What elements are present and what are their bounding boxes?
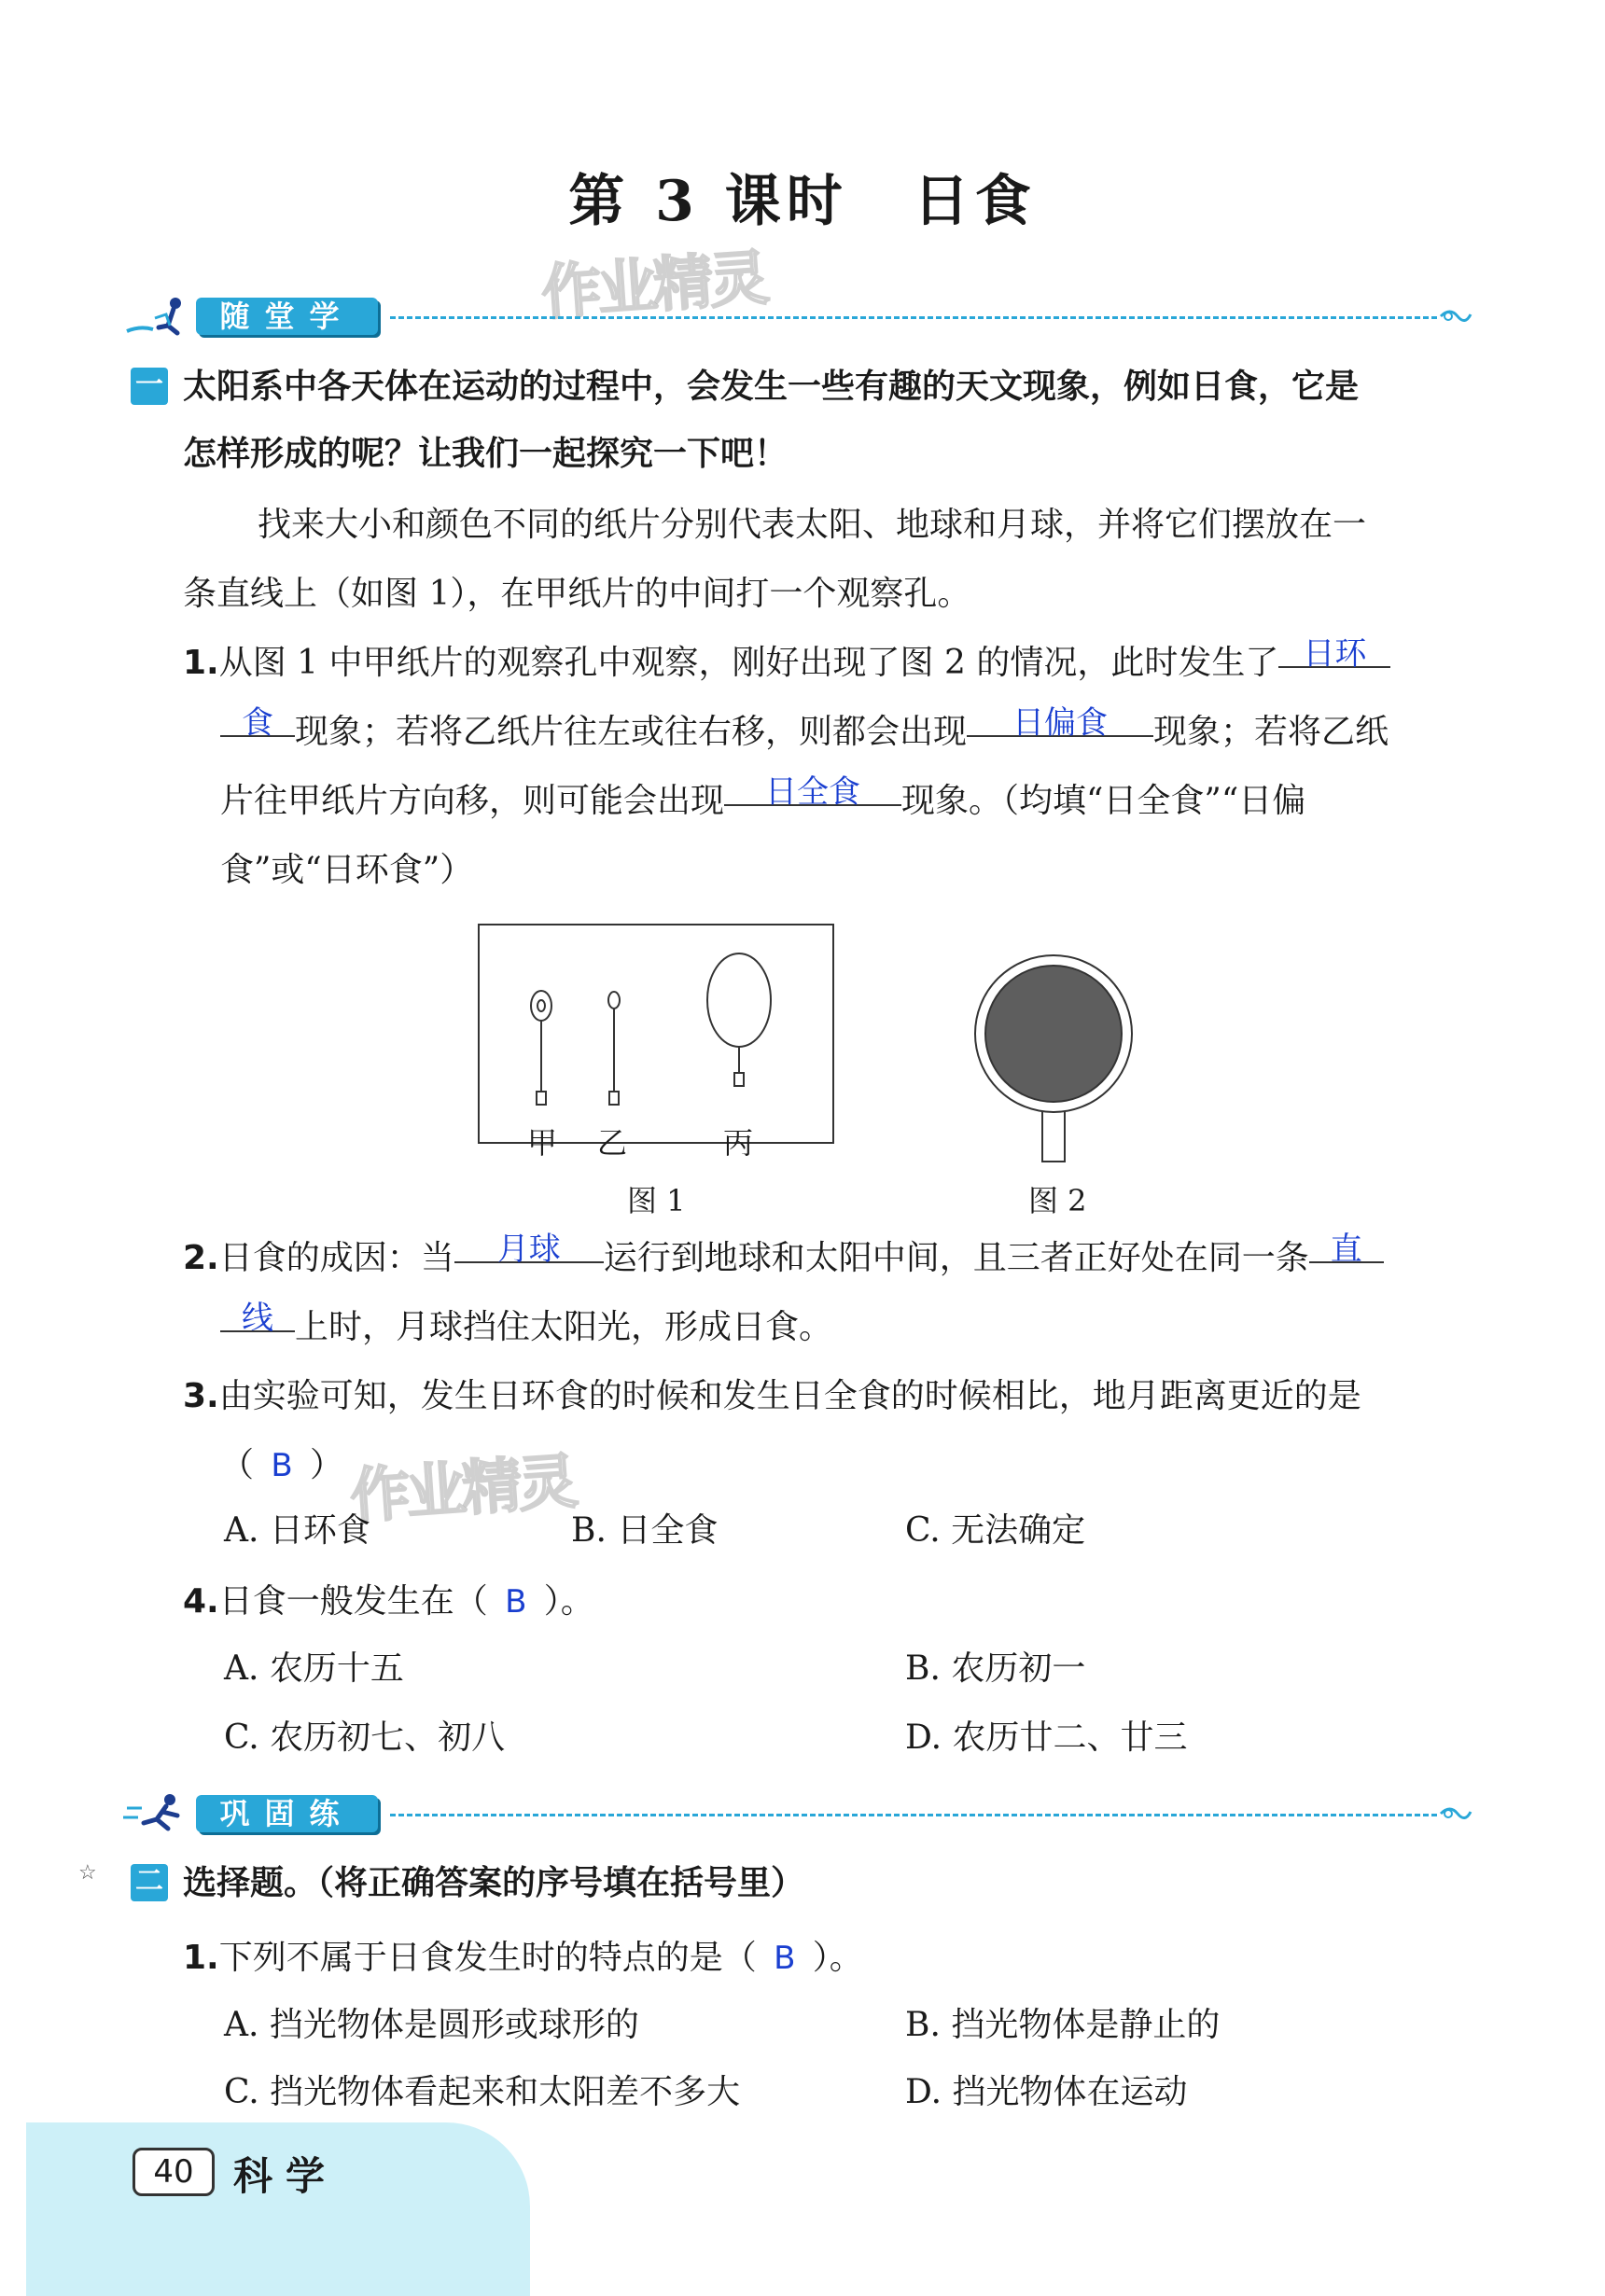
question-1-line4: 食”或“日环食”） — [220, 851, 474, 889]
figure-1-diagram — [480, 925, 832, 1142]
question-text: ）。 — [543, 1582, 594, 1621]
lesson-number: 第 3 课时 — [568, 169, 848, 234]
question-number: 1. — [183, 644, 219, 682]
question-2 — [183, 1224, 1489, 1293]
question-text: 现象；若将乙纸 — [1153, 713, 1389, 751]
subject-label: 科学 — [233, 2153, 339, 2199]
question-text: 现象；若将乙纸片往左或往右移，则都会出现 — [295, 713, 968, 751]
figure-1-label-jia: 甲 — [527, 1125, 558, 1161]
part1-intro-line2: 怎样形成的呢？让我们一起探究一下吧！ — [183, 435, 789, 473]
question-text: 上时，月球挡住太阳光，形成日食。 — [295, 1308, 833, 1346]
question-text: 由实验可知，发生日环食的时候和发生日全食的时候相比，地月距离更近的是 — [218, 1377, 1361, 1415]
section-label-practice: 巩固练 — [196, 1795, 378, 1832]
option-b[interactable]: B. 挡光物体是静止的 — [905, 2006, 1221, 2044]
question-text: ）。 — [812, 1939, 863, 1977]
question-text: 从图 1 中甲纸片的观察孔中观察，刚好出现了图 2 的情况，此时发生了 — [218, 644, 1279, 682]
swirl-icon — [1437, 1801, 1474, 1827]
paren-open: （ — [220, 1446, 255, 1484]
question-text: 下列不属于日食发生时的特点的是（ — [218, 1939, 757, 1977]
option-c[interactable]: C. 无法确定 — [905, 1511, 1086, 1550]
option-c[interactable]: C. 挡光物体看起来和太阳差不多大 — [224, 2073, 741, 2111]
answer-blank[interactable] — [220, 698, 295, 742]
question-number: 1. — [183, 1939, 219, 1977]
answer-blank[interactable] — [1278, 629, 1390, 673]
reading-figure-icon — [121, 294, 192, 341]
watermark: 作业精灵 — [539, 244, 768, 329]
answer-text: 直 — [1330, 1231, 1362, 1268]
question-text: 日食的成因：当 — [218, 1239, 454, 1277]
answer-text[interactable]: B — [271, 1447, 293, 1484]
figure-1-frame — [478, 924, 834, 1144]
question-text: 运行到地球和太阳中间，且三者正好处在同一条 — [603, 1239, 1309, 1277]
option-c[interactable]: C. 农历初七、初八 — [224, 1719, 506, 1757]
part-badge: 二 — [131, 1864, 168, 1901]
answer-blank[interactable] — [724, 767, 901, 811]
figure-1-caption: 图 1 — [627, 1183, 686, 1218]
part2-question-1 — [183, 1924, 1489, 1993]
section-divider — [390, 1814, 1437, 1816]
question-1-line3 — [220, 767, 1489, 836]
answer-text: 月球 — [496, 1231, 561, 1268]
answer-blank[interactable] — [1309, 1224, 1384, 1268]
section-divider — [390, 316, 1437, 319]
swirl-icon — [1437, 303, 1474, 329]
figure-2-caption: 图 2 — [1028, 1183, 1087, 1218]
part1-intro-line1: 太阳系中各天体在运动的过程中，会发生一些有趣的天文现象，例如日食，它是 — [183, 368, 1360, 406]
running-figure-icon — [121, 1791, 192, 1838]
question-text: 日食一般发生在（ — [218, 1582, 488, 1621]
answer-blank[interactable] — [454, 1224, 604, 1268]
experiment-line1: 找来大小和颜色不同的纸片分别代表太阳、地球和月球，并将它们摆放在一 — [258, 506, 1367, 544]
experiment-line2: 条直线上（如图 1），在甲纸片的中间打一个观察孔。 — [183, 575, 971, 613]
figure-2-diagram — [970, 952, 1138, 1166]
answer-blank[interactable] — [967, 698, 1153, 742]
option-b[interactable]: B. 农历初一 — [905, 1649, 1086, 1688]
paper-yi — [608, 992, 620, 1009]
section-bar-study — [121, 294, 1474, 341]
watermark: 作业精灵 — [348, 1447, 577, 1533]
answer-text: 日全食 — [765, 773, 861, 811]
answer-text[interactable]: B — [774, 1940, 796, 1977]
question-2-line2 — [220, 1293, 1489, 1362]
part-badge: 一 — [131, 368, 168, 405]
question-text: 现象。（均填“日全食”“日偏 — [901, 782, 1306, 820]
figure-1-label-bing: 丙 — [723, 1125, 754, 1161]
option-a[interactable]: A. 农历十五 — [224, 1649, 404, 1688]
question-number: 2. — [183, 1239, 219, 1277]
answer-text: 日偏食 — [1012, 704, 1109, 742]
answer-text: 线 — [242, 1300, 273, 1337]
answer-text[interactable]: B — [505, 1583, 527, 1621]
answer-text: 食 — [242, 704, 273, 742]
option-d[interactable]: D. 挡光物体在运动 — [905, 2073, 1188, 2111]
part2-heading-text: 选择题。（将正确答案的序号填在括号里） — [183, 1864, 805, 1902]
page-title — [0, 157, 1605, 237]
paper-bing — [707, 953, 771, 1047]
answer-text: 日环 — [1303, 635, 1367, 673]
question-1 — [183, 629, 1489, 698]
question-3 — [183, 1362, 1489, 1431]
part2-heading — [131, 1851, 804, 1916]
question-text: 片往甲纸片方向移，则可能会出现 — [220, 782, 725, 820]
question-4 — [183, 1567, 1489, 1636]
option-a[interactable]: A. 日环食 — [224, 1511, 370, 1550]
page-number: 40 — [133, 2148, 215, 2196]
section-bar-practice — [121, 1791, 1474, 1838]
answer-blank[interactable] — [220, 1293, 295, 1337]
paper-jia — [531, 991, 551, 1021]
option-b[interactable]: B. 日全食 — [571, 1511, 719, 1550]
lesson-topic: 日食 — [913, 169, 1037, 234]
option-a[interactable]: A. 挡光物体是圆形或球形的 — [224, 2006, 639, 2044]
figure-1-label-yi: 乙 — [597, 1125, 628, 1161]
star-icon: ☆ — [78, 1861, 97, 1885]
question-3-answer-paren — [220, 1431, 343, 1500]
paren-close: ） — [310, 1446, 344, 1484]
part1-intro — [131, 355, 1484, 420]
question-1-line2 — [220, 698, 1489, 767]
option-d[interactable]: D. 农历廿二、廿三 — [905, 1719, 1188, 1757]
question-number: 4. — [183, 1582, 219, 1621]
question-number: 3. — [183, 1377, 219, 1415]
section-label-study: 随堂学 — [196, 298, 378, 335]
